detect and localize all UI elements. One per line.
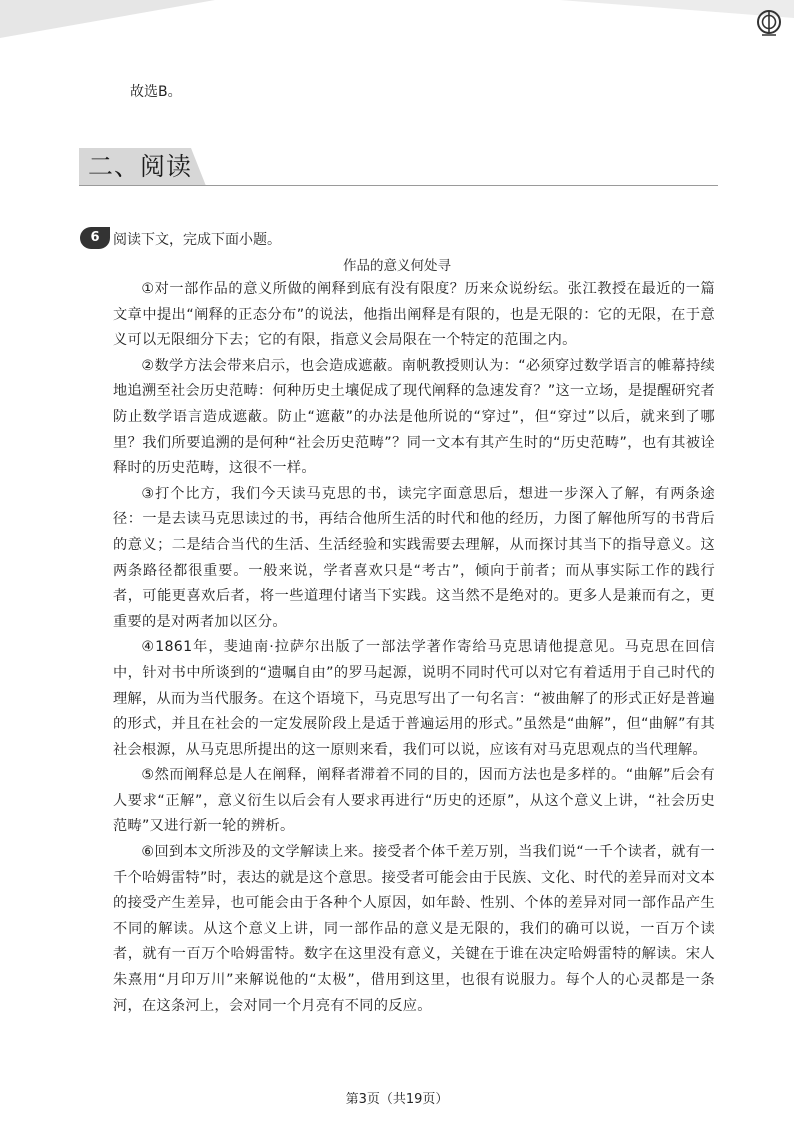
- section-divider: [79, 185, 718, 186]
- article-paragraph-4: ④1861年，斐迪南·拉萨尔出版了一部法学著作寄给马克思请他提意见。马克思在回信中，针对书中所谈到的“遗嘱自由”的罗马起源，说明不同时代可以对它有着适用于自己时代的理解，从而为当代服务。在这个语境下，马克思写出了一句名言：“被曲解了的形式正好是普遍的形式，并且在社会的一定发展阶段上是适于普遍运用的形式。”虽然是“曲解”，但“曲解”有其社会根源，从马克思所提出的这一原则来看，我们可以说，应该有对马克思观点的当代理解。: [113, 639, 715, 758]
- article-body: [113, 277, 715, 1019]
- question-number-badge: 6: [80, 227, 110, 249]
- previous-answer-line: 故选B。: [130, 84, 182, 100]
- page-number: 第3页（共19页）: [345, 1092, 449, 1107]
- article-paragraph-1: ①对一部作品的意义所做的阐释到底有没有限度？历来众说纷纭。张江教授在最近的一篇文章中提出“阐释的正态分布”的说法，他指出阐释是有限的，也是无限的：它的无限，在于意义可以无限细分下去；它的有限，指意义会局限在一个特定的范围之内。: [113, 281, 715, 349]
- article-paragraph-5: ⑤然而阐释总是人在阐释，阐释者滞着不同的目的，因而方法也是多样的。“曲解”后会有人要求“正解”，意义衍生以后会有人要求再进行“历史的还原”，从这个意义上讲，“社会历史范畴”又进行新一轮的辨析。: [113, 767, 715, 835]
- article-paragraph-2: ②数学方法会带来启示，也会造成遮蔽。南帆教授则认为：“必须穿过数学语言的帷幕持续地追溯至社会历史范畴：何种历史土壤促成了现代阐释的急速发育？”这一立场，是提醒研究者防止数学语言造成遮蔽。防止“遮蔽”的办法是他所说的“穿过”，但“穿过”以后，就来到了哪里？我们所要追溯的是何种“社会历史范畴”？同一文本有其产生时的“历史范畴”，也有其被诠释时的历史范畴，这很不一样。: [113, 357, 715, 477]
- article-paragraph-3: ③打个比方，我们今天读马克思的书，读完字面意思后，想进一步深入了解，有两条途径：一是去读马克思读过的书，再结合他所生活的时代和他的经历，力图了解他所写的书背后的意义；二是结合当代的生活、生活经验和实践需要去理解，从而探讨其当下的指导意义。这两条路径都很重要。一般来说，学者喜欢只是“考古”，倾向于前者；而从事实际工作的践行者，可能更喜欢后者，将一些道理付诸当下实践。这当然不是绝对的。更多人是兼而有之，更重要的是对两者加以区分。: [113, 485, 715, 630]
- article-title: 作品的意义何处寻: [343, 258, 451, 274]
- article-paragraph-6: ⑥回到本文所涉及的文学解读上来。接受者个体千差万别，当我们说“一千个读者，就有一千个哈姆雷特”时，表达的就是这个意思。接受者可能会由于民族、文化、时代的差异而对文本的接受产生差异，也可能会由于各种个人原因，如年龄、性别、个体的差异对同一部作品产生不同的解读。从这个意义上讲，同一部作品的意义是无限的，我们的确可以说，一百万个读者，就有一百万个哈姆雷特。数字在这里没有意义，关键在于谁在决定哈姆雷特的解读。宋人朱熹用“月印万川”来解说他的“太极”，借用到这里，也很有说服力。每个人的心灵都是一条河，在这条河上，会对同一个月亮有不同的反应。: [113, 844, 715, 1014]
- question-prompt: 阅读下文，完成下面小题。: [113, 232, 281, 248]
- corner-wedge-decoration: [0, 0, 794, 60]
- publisher-logo-icon: [754, 8, 784, 38]
- section-title: 二、阅读: [88, 152, 193, 181]
